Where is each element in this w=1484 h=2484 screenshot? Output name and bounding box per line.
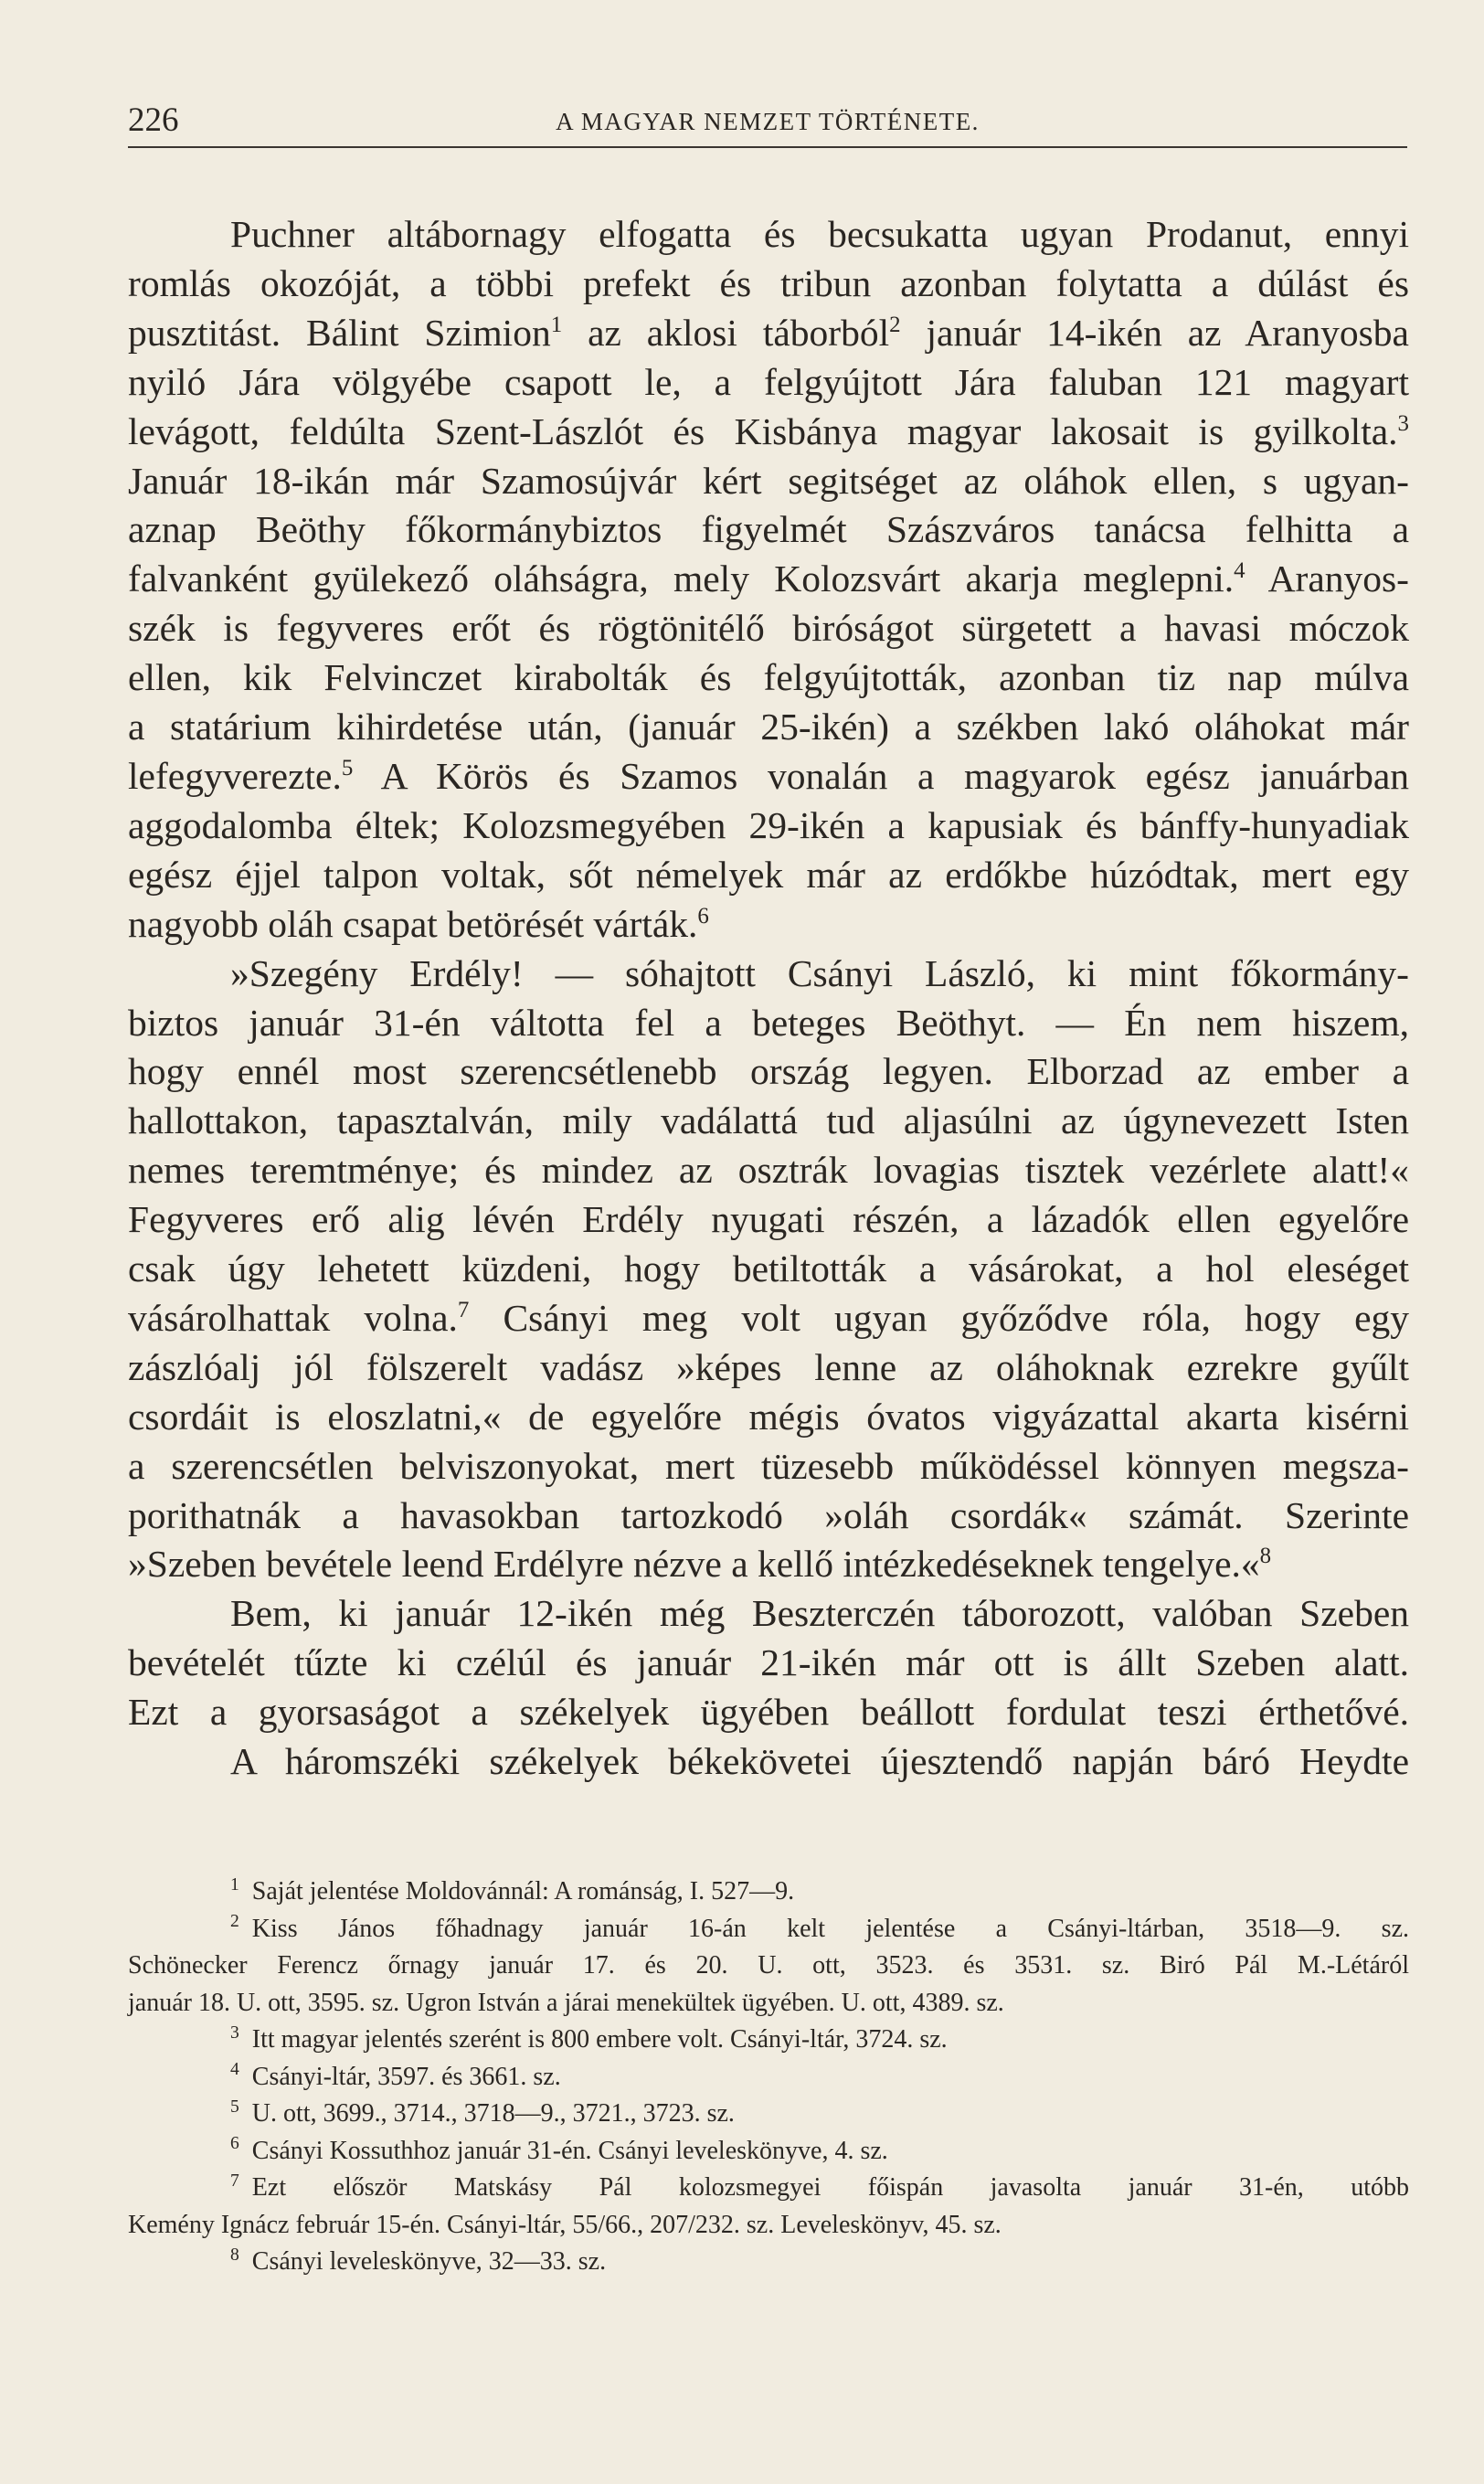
text-line: A háromszéki székelyek békekövetei újesztendő napján báró Heydte bbox=[230, 1740, 1409, 1783]
text-line: Ezt a gyorsaságot a székelyek ügyében beállott fordulat teszi érthetővé. bbox=[128, 1691, 1409, 1734]
text-line: Fegyveres erő alig lévén Erdély nyugati részén, a lázadók ellen egyelőre bbox=[128, 1198, 1409, 1241]
text-line: csordáit is eloszlatni,« de egyelőre mégis óvatos vigyázattal akarta kisérni bbox=[128, 1395, 1409, 1438]
body-text bbox=[128, 210, 1409, 1787]
text-line: nyiló Jára völgyébe csapott le, a felgyújtott Jára faluban 121 magyart bbox=[128, 360, 1409, 403]
footnote-line: január 18. U. ott, 3595. sz. Ugron István a járai menekültek ügyében. U. ott, 4389. sz. bbox=[128, 1988, 1004, 2017]
text-line: szék is fegyveres erőt és rögtönitélő biróságot sürgetett a havasi móczok bbox=[128, 607, 1409, 650]
footnote-line: 1 Saját jelentése Moldovánnál: A románság, I. 527—9. bbox=[230, 1874, 795, 1905]
text-line: nagyobb oláh csapat betörését várták.$^6$ bbox=[128, 902, 709, 945]
footnote-1 bbox=[128, 1874, 1409, 1911]
text-line: a statárium kihirdetése után, (január 25-ikén) a székben lakó oláhokat már bbox=[128, 706, 1409, 748]
footnote-5 bbox=[128, 2096, 1409, 2133]
footnote-ref: 8 bbox=[1259, 1544, 1272, 1569]
footnote-line: 4 Csányi-ltár, 3597. és 3661. sz. bbox=[230, 2060, 561, 2091]
text-line: bevételét tűzte ki czélúl és január 21-ikén már ott is állt Szeben alatt. bbox=[128, 1641, 1409, 1684]
footnote-ref: 1 bbox=[550, 312, 563, 337]
text-line: hallottakon, tapasztalván, mily vadálattá tud aljasúlni az úgynevezett Isten bbox=[128, 1099, 1409, 1142]
header-rule bbox=[128, 146, 1407, 148]
text-line: nemes teremtménye; és mindez az osztrák lovagias tisztek vezérlete alatt!« bbox=[128, 1149, 1409, 1192]
page-number: 226 bbox=[128, 101, 179, 139]
footnote-line: Schönecker Ferencz őrnagy január 17. és 20. U. ott, 3523. és 3531. sz. Biró Pál M.-Létáról bbox=[128, 1951, 1409, 1980]
text-line: vásárolhattak volna.$^7$ Csányi meg volt ugyan győződve róla, hogy egy bbox=[128, 1296, 1409, 1339]
footnote-ref: 6 bbox=[697, 903, 709, 929]
text-line: levágott, feldúlta Szent-Lászlót és Kisbánya magyar lakosait is gyilkolta.$^3$ bbox=[128, 409, 1409, 452]
footnote-3 bbox=[128, 2022, 1409, 2059]
text-line: »Szeben bevétele leend Erdélyre nézve a kellő intézkedéseknek tengelye.«$^8$ bbox=[128, 1543, 1272, 1586]
paragraph-3 bbox=[128, 1589, 1409, 1787]
text-line: Bem, ki január 12-ikén még Beszterczén táborozott, valóban Szeben bbox=[230, 1592, 1409, 1635]
footnote-line: 3 Itt magyar jelentés szerént is 800 embere volt. Csányi-ltár, 3724. sz. bbox=[230, 2022, 948, 2054]
footnote-ref: 5 bbox=[341, 756, 354, 781]
text-line: Puchner altábornagy elfogatta és becsukatta ugyan Prodanut, ennyi bbox=[230, 213, 1409, 255]
paragraph-2 bbox=[128, 950, 1409, 1590]
footnote-ref: 7 bbox=[457, 1298, 470, 1323]
paragraph-1 bbox=[128, 210, 1409, 950]
text-line: porithatnák a havasokban tartozkodó »oláh csordák« számát. Szerinte bbox=[128, 1493, 1409, 1536]
footnote-ref: 3 bbox=[1397, 410, 1409, 436]
text-line: ellen, kik Felvinczet kirabolták és felgyújtották, azonban tiz nap múlva bbox=[128, 656, 1409, 699]
text-line: lefegyverezte.$^5$ A Körös és Szamos vonalán a magyarok egész januárban bbox=[128, 754, 1409, 797]
text-line: hogy ennél most szerencsétlenebb ország legyen. Elborzad az ember a bbox=[128, 1050, 1409, 1093]
text-line: csak úgy lehetett küzdeni, hogy betiltották a vásárokat, a hol eleséget bbox=[128, 1247, 1409, 1290]
footnote-8 bbox=[128, 2244, 1409, 2281]
footnote-line: Kemény Ignácz február 15-én. Csányi-ltár, 55/66., 207/232. sz. Leveleskönyv, 45. sz. bbox=[128, 2210, 1002, 2239]
text-line: zászlóalj jól fölszerelt vadász »képes lenne az oláhoknak ezrekre gyűlt bbox=[128, 1345, 1409, 1388]
footnotes bbox=[128, 1874, 1409, 2281]
text-line: egész éjjel talpon voltak, sőt némelyek már az erdőkbe húzódtak, mert egy bbox=[128, 853, 1409, 896]
page-header bbox=[128, 101, 1407, 152]
running-title: A MAGYAR NEMZET TÖRTÉNETE. bbox=[556, 108, 980, 135]
footnote-2 bbox=[128, 1911, 1409, 2022]
footnote-7 bbox=[128, 2170, 1409, 2244]
footnote-line: 7 Ezt először Matskásy Pál kolozsmegyei főispán javasolta január 31-én, utóbb bbox=[230, 2171, 1409, 2202]
footnote-line: 5 U. ott, 3699., 3714., 3718—9., 3721., 3723. sz. bbox=[230, 2097, 735, 2128]
text-line: a szerencsétlen belviszonyokat, mert tüzesebb működéssel könnyen megsza- bbox=[128, 1444, 1409, 1487]
footnote-4 bbox=[128, 2059, 1409, 2097]
text-line: aggodalomba éltek; Kolozsmegyében 29-ikén a kapusiak és bánffy-hunyadiak bbox=[128, 803, 1409, 846]
text-line: romlás okozóját, a többi prefekt és tribun azonban folytatta a dúlást és bbox=[128, 261, 1409, 304]
text-line: »Szegény Erdély! — sóhajtott Csányi László, ki mint főkormány- bbox=[230, 951, 1409, 994]
footnote-line: 2 Kiss János főhadnagy január 16-án kelt jelentése a Csányi-ltárban, 3518—9. sz. bbox=[230, 1912, 1409, 1943]
text-line: biztos január 31-én váltotta fel a beteges Beöthyt. — Én nem hiszem, bbox=[128, 1001, 1409, 1044]
text-line: Január 18-ikán már Szamosújvár kért segitséget az oláhok ellen, s ugyan- bbox=[128, 459, 1409, 502]
text-line: pusztitást. Bálint Szimion$^1$ az aklosi táborból$^2$ január 14-ikén az Aranyosba bbox=[128, 311, 1409, 354]
footnote-line: 6 Csányi Kossuthhoz január 31-én. Csányi leveleskönyve, 4. sz. bbox=[230, 2134, 888, 2165]
text-line: falvanként gyülekező oláhságra, mely Kolozsvárt akarja meglepni.$^4$ Aranyos- bbox=[128, 557, 1410, 600]
footnote-ref: 4 bbox=[1234, 558, 1246, 584]
footnote-line: 8 Csányi leveleskönyve, 32—33. sz. bbox=[230, 2245, 607, 2276]
footnote-ref: 2 bbox=[889, 312, 901, 337]
text-line: aznap Beöthy főkormánybiztos figyelmét Szászváros tanácsa felhitta a bbox=[128, 508, 1409, 551]
footnote-6 bbox=[128, 2133, 1409, 2171]
